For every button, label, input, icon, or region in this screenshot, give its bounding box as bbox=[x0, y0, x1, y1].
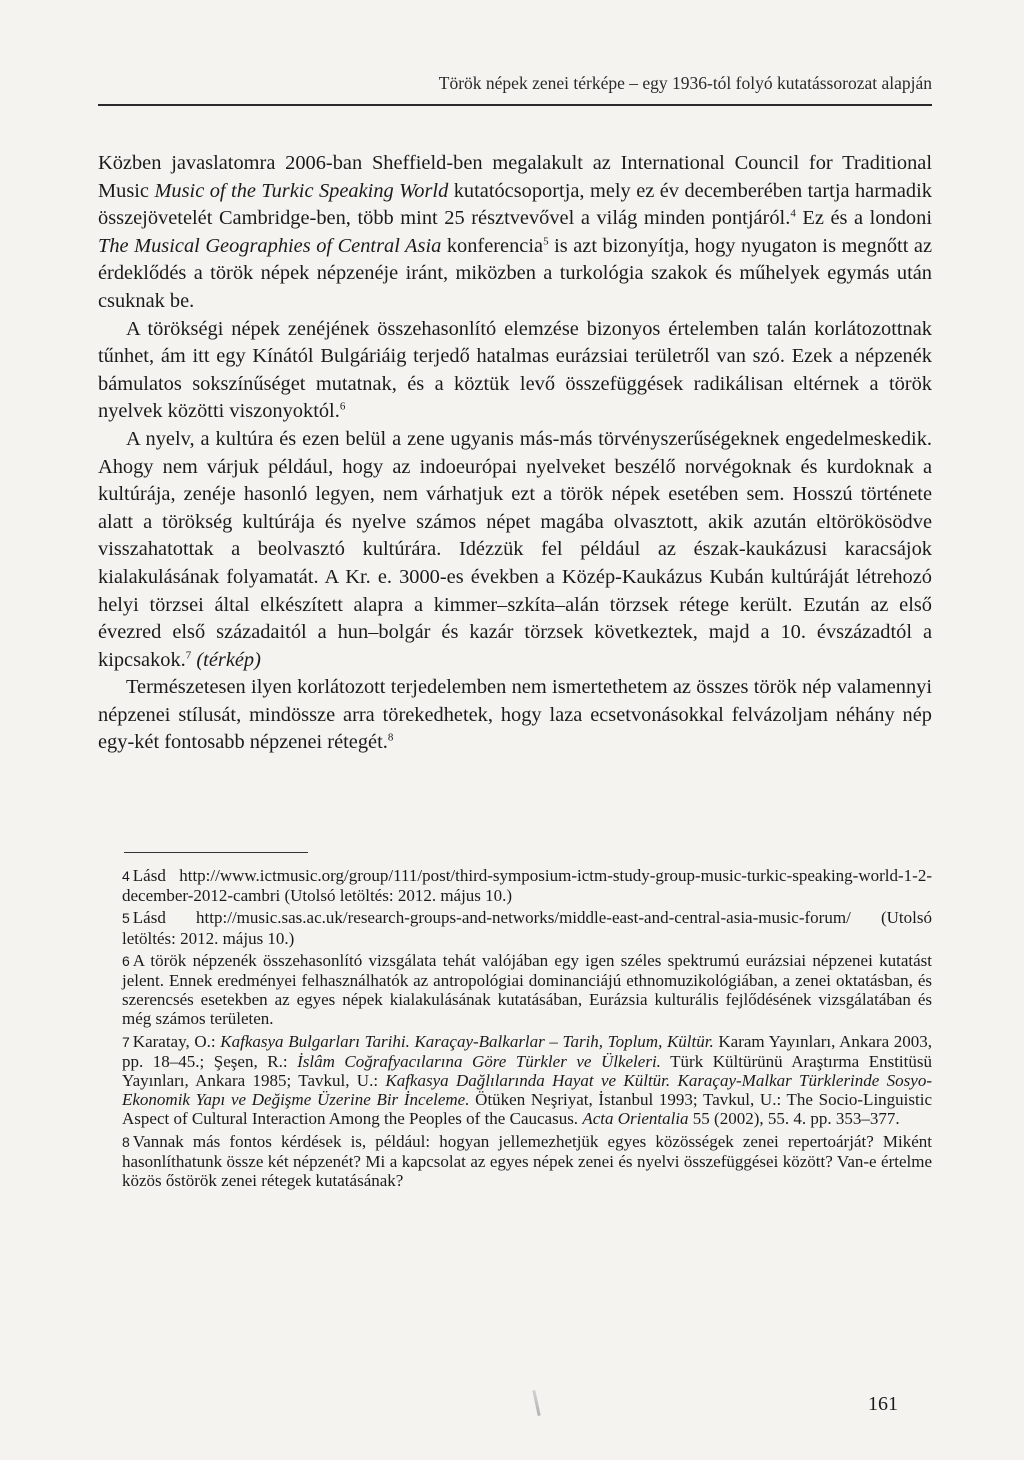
footnote-8 bbox=[122, 1132, 932, 1191]
footnote-number: 5 bbox=[122, 910, 130, 927]
footnote-7-text-d: Ötüken Neşriyat, İstanbul 1993; Tavkul, U.: The Socio-Linguistic Aspect of Cultural Interaction Among the Peoples of the Caucasus. bbox=[122, 1090, 932, 1129]
footnote-7-title-1: Kafkasya Bulgarları Tarihi. Karaçay-Balkarlar – Tarih, Toplum, Kültür. bbox=[220, 1031, 714, 1051]
footnote-number: 8 bbox=[122, 1133, 130, 1150]
footnote-text: Vannak más fontos kérdések is, például: hogyan jellemezhetjük egyes közösségek zenei repertoárját? Miként hasonlíthatunk össze két népzenét? Mi a kapcsolat az egyes népek zenei és nyelvi összefüggései között? Van-e értelme közös őstörök zenei rétegek kutatásának? bbox=[122, 1131, 932, 1191]
p1-text-c: Ez és a londoni bbox=[795, 207, 932, 230]
footnote-ref-7[interactable]: 7 bbox=[185, 649, 192, 661]
footnotes bbox=[122, 866, 932, 1193]
footnote-number: 7 bbox=[122, 1033, 130, 1050]
page-number: 161 bbox=[868, 1393, 898, 1415]
footnote-7-text-c: Türk Kültürünü Araştırma Enstitüsü Yayınları, Ankara 1985; Tavkul, U.: bbox=[122, 1051, 932, 1091]
footnote-7-title-3: Kafkasya Dağlılarında Hayat ve Kültür. Karaçay-Malkar Türklerinde Sosyo-Ekonomik Yapı ve Değişme Üzerine Bir İnceleme. bbox=[122, 1071, 932, 1110]
p1-text-d: konferencia bbox=[441, 234, 544, 257]
main-text bbox=[98, 150, 932, 757]
p3-text: A nyelv, a kultúra és ezen belül a zene ugyanis más-más törvényszerűségeknek engedelmeskedik. Ahogy nem várjuk például, hogy az indoeurópai nyelveket beszélő norvégoknak és kurdoknak a kultúrája, zenéje hasonló legyen, nem várhatjuk ezt a török népek esetében sem. Hosszú története alatt a törökség kultúrája és nyelve számos népet magába olvasztott, akik azután eltörökösödve visszahatottak a beolvasztó kultúrára. Idézzük fel például az észak-kaukázusi karacsájok kialakulásának folyamatát. A Kr. e. 3000-es években a Közép-Kaukázus Kubán kultúráját létrehozó helyi törzsei által elkészített alapra a kimmer–szkíta–alán törzsek rétege került. Ezután az első évezred első századaitól a hun–bolgár és kazár törzsek következtek, majd a 10. évszázadtól a kipcsakok. bbox=[98, 427, 932, 671]
paragraph-2 bbox=[98, 316, 932, 426]
p1-title-italic: Music of the Turkic Speaking World bbox=[154, 179, 449, 202]
p1-text-a: Közben javaslatomra 2006-ban Sheffield-ben megalakult az International Council for Traditional Music bbox=[98, 152, 932, 202]
footnote-7-journal: Acta Orientalia bbox=[582, 1109, 689, 1129]
footnote-4 bbox=[122, 866, 932, 905]
footnote-ref-4[interactable]: 4 bbox=[790, 207, 796, 220]
paragraph-1 bbox=[98, 150, 932, 316]
footnote-7-text-b: Karam Yayınları, Ankara 2003, pp. 18–45.; Şeşen, R.: bbox=[122, 1031, 933, 1071]
footnote-number: 4 bbox=[122, 868, 130, 884]
p4-text: Természetesen ilyen korlátozott terjedelemben nem ismertethetem az összes török nép valamennyi népzenei stílusát, mindössze arra törekedhetek, hogy laza ecsetvonásokkal felvázoljam néhány nép egy-két fontosabb népzenei rétegét. bbox=[98, 676, 932, 754]
footnote-text: Lásd http://music.sas.ac.uk/research-groups-and-networks/middle-east-and-central-asia-music-forum/ (Utolsó letöltés: 2012. május 10.) bbox=[122, 908, 932, 948]
paragraph-3 bbox=[98, 426, 932, 674]
footnote-6 bbox=[122, 951, 932, 1029]
footnote-ref-6[interactable]: 6 bbox=[339, 400, 346, 413]
p1-conference-italic: The Musical Geographies of Central Asia bbox=[98, 234, 442, 257]
scan-artifact-mark bbox=[532, 1390, 540, 1416]
footnote-7-text-a: Karatay, O.: bbox=[132, 1031, 221, 1051]
footnote-text: Lásd http://www.ictmusic.org/group/111/post/third-symposium-ictm-study-group-music-turkic-speaking-world-1-2-december-2012-cambri (Utolsó letöltés: 2012. május 10.) bbox=[122, 866, 932, 906]
p1-text-e: is azt bizonyítja, hogy nyugaton is megnőtt az érdeklődés a török népek népzenéje iránt, miközben a turkológia szakok és műhelyek egymás után csuknak be. bbox=[98, 234, 933, 312]
p2-text: A törökségi népek zenéjének összehasonlító elemzése bizonyos értelemben talán korlátozottnak tűnhet, ám itt egy Kínától Bulgáriáig terjedő hatalmas eurázsiai területről van szó. Ezek a népzenék bámulatos sokszínűséget mutatnak, és a köztük levő összefüggések radikálisan eltérnek a török nyelvek közötti viszonyoktól. bbox=[98, 317, 932, 423]
paragraph-4 bbox=[98, 674, 932, 757]
running-header: Török népek zenei térképe – egy 1936-tól folyó kutatássorozat alapján bbox=[438, 73, 932, 93]
footnote-7 bbox=[122, 1032, 932, 1129]
footnote-5 bbox=[122, 908, 932, 947]
footnote-7-title-2: İslâm Coğrafyacılarına Göre Türkler ve Ülkeleri. bbox=[297, 1051, 661, 1071]
footnote-number: 6 bbox=[122, 952, 130, 969]
footnote-text: A török népzenék összehasonlító vizsgálata tehát valójában egy igen széles spektrumú eurázsiai népzenei kutatást jelent. Ennek eredményei felhasználhatók az antropológiai dominanciájú ethnomuzikológiában, a zenei oktatásban, és szerencsés esetekben az egyes népek kialakulásának kutatásában, Eurázsia kulturális fejlődésének vizsgálatában és még számos területen. bbox=[122, 950, 932, 1029]
footnote-ref-5[interactable]: 5 bbox=[543, 235, 549, 248]
map-reference: (térkép) bbox=[196, 648, 261, 671]
footnote-ref-8[interactable]: 8 bbox=[387, 731, 394, 744]
footnote-7-text-e: 55 (2002), 55. 4. pp. 353–377. bbox=[688, 1109, 900, 1129]
p1-text-b: kutatócsoportja, mely ez év decemberében tartja harmadik összejövetelét Cambridge-ben, több mint 25 résztvevővel a világ minden pontjáról. bbox=[98, 179, 932, 230]
footnote-rule bbox=[124, 852, 308, 853]
header-rule bbox=[98, 104, 932, 106]
